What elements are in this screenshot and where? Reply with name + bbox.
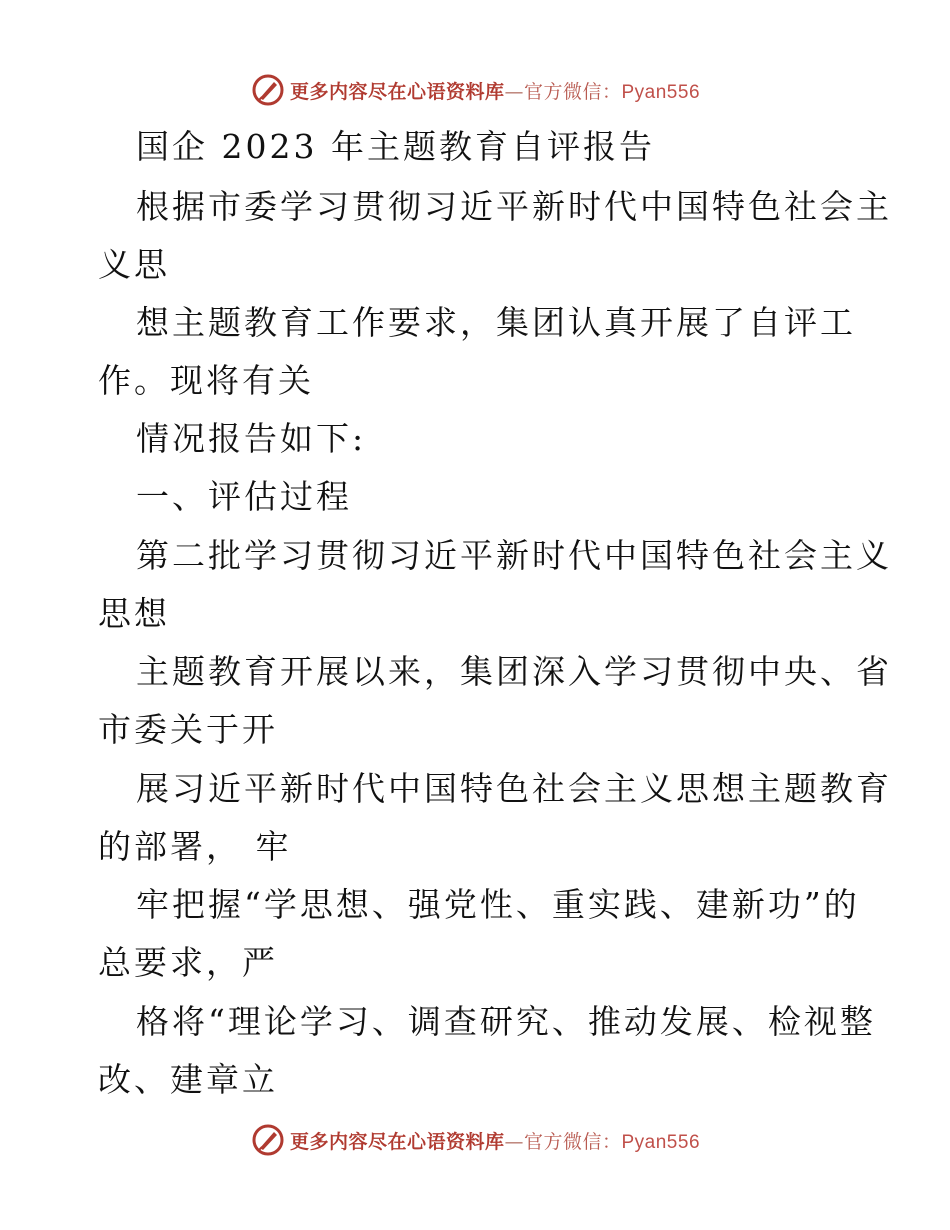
watermark-separator: — bbox=[504, 80, 524, 103]
watermark-label: 官方微信： bbox=[523, 80, 622, 103]
watermark-separator: — bbox=[504, 1130, 524, 1153]
paragraph-line: 根据市委学习贯彻习近平新时代中国特色社会主 bbox=[136, 187, 892, 226]
watermark-label: 官方微信： bbox=[523, 1130, 622, 1153]
paragraph-line: 改、建章立 bbox=[98, 1060, 278, 1099]
paragraph-line: 第二批学习贯彻习近平新时代中国特色社会主义 bbox=[136, 536, 892, 575]
paragraph-line: 主题教育开展以来，集团深入学习贯彻中央、省 bbox=[136, 652, 892, 691]
section-heading: 一、评估过程 bbox=[136, 477, 352, 516]
paragraph-line: 总要求，严 bbox=[98, 943, 278, 982]
watermark-wechat-id: Pyan556 bbox=[621, 81, 701, 103]
watermark-site-text: 更多内容尽在心语资料库 bbox=[289, 80, 505, 103]
paragraph-line: 作。现将有关 bbox=[98, 361, 314, 400]
paragraph-line: 展习近平新时代中国特色社会主义思想主题教育 bbox=[136, 769, 892, 808]
paragraph-line: 的部署， 牢 bbox=[98, 827, 292, 866]
paragraph-line: 市委关于开 bbox=[98, 710, 278, 749]
quill-pen-logo-icon bbox=[250, 1122, 286, 1158]
watermark-site-text: 更多内容尽在心语资料库 bbox=[289, 1130, 505, 1153]
watermark-banner-top bbox=[0, 70, 950, 110]
document-title: 国企 2023 年主题教育自评报告 bbox=[136, 127, 655, 166]
quill-pen-logo-icon bbox=[250, 72, 286, 108]
watermark-wechat-id: Pyan556 bbox=[621, 1131, 701, 1153]
paragraph-line: 牢把握“学思想、强党性、重实践、建新功”的 bbox=[136, 885, 860, 924]
paragraph-line: 思想 bbox=[98, 594, 170, 633]
paragraph-line: 格将“理论学习、调查研究、推动发展、检视整 bbox=[136, 1002, 876, 1041]
paragraph-line: 义思 bbox=[98, 245, 170, 284]
watermark-banner-bottom bbox=[0, 1120, 950, 1160]
paragraph-line: 情况报告如下: bbox=[136, 419, 367, 458]
paragraph-line: 想主题教育工作要求，集团认真开展了自评工 bbox=[136, 303, 856, 342]
